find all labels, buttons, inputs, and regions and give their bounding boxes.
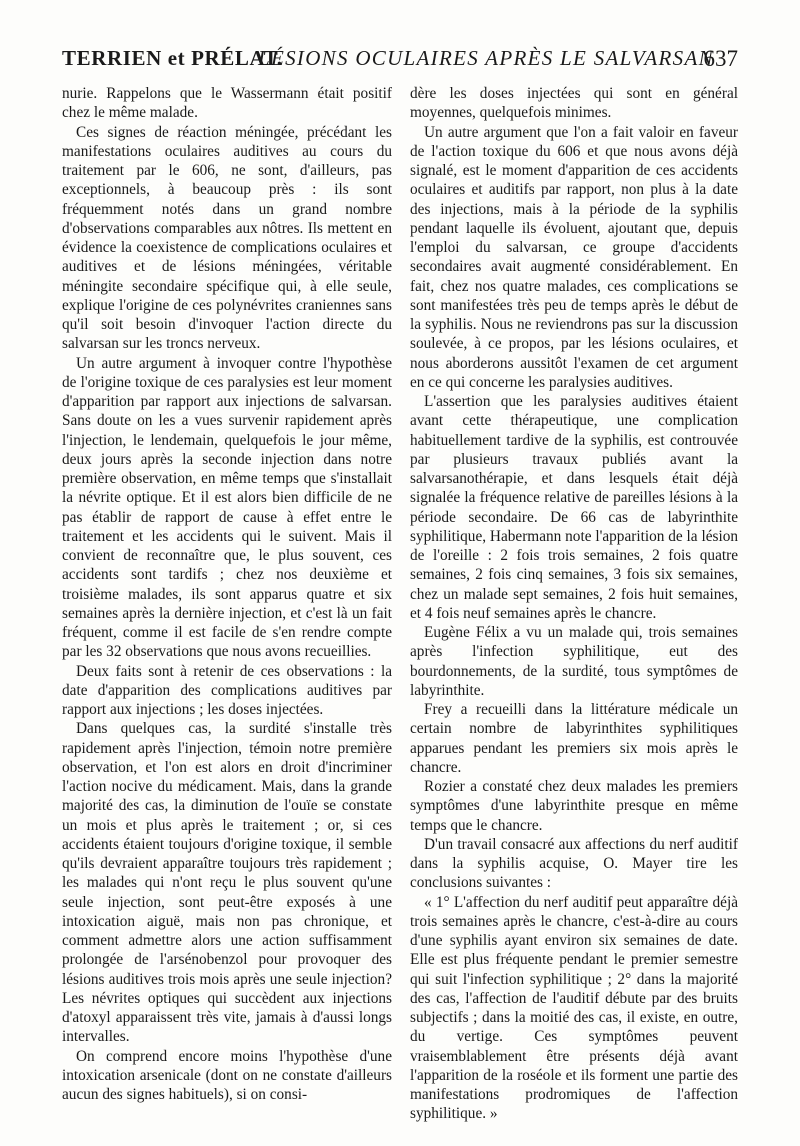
right-column [410, 84, 738, 1124]
page-number: 637 [703, 46, 738, 71]
paragraph: Un autre argument que l'on a fait valoir en faveur de l'action toxique du 606 et que nous avons déjà signalé, est le moment d'apparition de ces accidents oculaires et auditifs par rapport, non plus à la date des injections, mais à la période de la syphilis pendant laquelle ils évoluent, ajoutant que, depuis l'emploi du salvarsan, ce groupe d'accidents secondaires avait augmenté considérablement. En fait, chez nos quatre malades, ces complications se sont manifestées très peu de temps après le début de la syphilis. Nous ne reviendrons pas sur la discussion soulevée, à ce propos, par les lésions oculaires, et nous aborderons aussitôt l'examen de cet argument en ce qui concerne les paralysies auditives. [410, 123, 738, 391]
paragraph: Un autre argument à invoquer contre l'hypothèse de l'origine toxique de ces paralysies est leur moment d'apparition par rapport aux injections de salvarsan. Sans doute on les a vues survenir rapidement après l'injection, le lendemain, quelquefois le jour même, deux jours après la seconde injection dans notre première observation, en même temps que s'installait la névrite optique. Et il est alors bien difficile de ne pas établir de rapport de cause à effet entre le traitement et les accidents qui le suivent. Mais il convient de reconnaître que, le plus souvent, ces accidents sont tardifs ; chez nos deuxième et troisième malades, ils sont apparus quatre et six semaines après la dernière injection, et c'est là un fait fréquent, comme il est facile de s'en rendre compte par les 32 observations que nous avons recueillies. [62, 354, 392, 661]
running-header [62, 40, 738, 80]
paragraph: nurie. Rappelons que le Wassermann était positif chez le même malade. [62, 85, 392, 122]
paragraph: On comprend encore moins l'hypothèse d'une intoxication arsenicale (dont on ne constate d'ailleurs aucun des signes habituels), si on consi- [62, 1047, 392, 1103]
header-authors: TERRIEN et PRÉLAT. [62, 46, 283, 70]
quotation-paragraph: « 1° L'affection du nerf auditif peut apparaître déjà trois semaines après le chancre, c'est-à-dire au cours d'une syphilis ayant environ six semaines de date. Elle est plus fréquente pendant le premier semestre qui suit l'infection syphilitique ; 2° dans la majorité des cas, l'affection de l'auditif débute par des bruits subjectifs ; dans la moitié des cas, il existe, en outre, du vertige. Ces symptômes peuvent vraisemblablement être présents déjà avant l'apparition de la roséole et ils forment une partie des manifestations prodromiques de l'affection syphilitique. » [410, 893, 738, 1123]
paragraph: Deux faits sont à retenir de ces observations : la date d'apparition des complications auditives par rapport aux injections ; les doses injectées. [62, 662, 392, 718]
paragraph: L'assertion que les paralysies auditives étaient avant cette thérapeutique, une complication habituellement tardive de la syphilis, est controuvée par plusieurs travaux publiés avant la salvarsanothérapie, et dans lesquels était déjà signalée la fréquence relative de pareilles lésions à la période secondaire. De 66 cas de labyrinthite syphilitique, Habermann note l'apparition de la lésion de l'oreille : 2 fois trois semaines, 2 fois quatre semaines, 2 fois cinq semaines, 3 fois six semaines, chez un malade sept semaines, 2 fois huit semaines, et 4 fois neuf semaines après le chancre. [410, 393, 738, 622]
header-title: LÉSIONS OCULAIRES APRÈS LE SALVARSAN [258, 46, 714, 70]
paragraph: Frey a recueilli dans la littérature médicale un certain nombre de labyrinthites syphilitiques apparues pendant les premiers six mois après le chancre. [410, 701, 738, 776]
left-column [62, 84, 392, 1104]
paragraph: Rozier a constaté chez deux malades les premiers symptômes d'une labyrinthite presque en même temps que le chancre. [410, 778, 738, 834]
paragraph: Eugène Félix a vu un malade qui, trois semaines après l'infection syphilitique, eut des bourdonnements, de la surdité, tous symptômes de labyrinthite. [410, 624, 738, 699]
paragraph: D'un travail consacré aux affections du nerf auditif dans la syphilis acquise, O. Mayer tire les conclusions suivantes : [410, 835, 738, 892]
paragraph: Ces signes de réaction méningée, précédant les manifestations oculaires auditives au cours du traitement par le 606, ne sont, d'ailleurs, pas exceptionnels, à beaucoup près : ils sont fréquemment notés dans un grand nombre d'observations comparables aux nôtres. Ils mettent en évidence la coexistence de complications oculaires et auditives et de lésions méningées, véritable méningite secondaire spécifique qui, à elle seule, explique l'origine de ces polynévrites craniennes sans qu'il soit besoin d'invoquer l'action directe du salvarsan sur les troncs nerveux. [62, 123, 392, 353]
paragraph: dère les doses injectées qui sont en général moyennes, quelquefois minimes. [410, 85, 738, 122]
paragraph: Dans quelques cas, la surdité s'installe très rapidement après l'injection, témoin notre première observation, et l'on est alors en droit d'incriminer l'action nocive du médicament. Mais, dans la grande majorité des cas, la diminution de l'ouïe se constate un mois et plus après le traitement ; or, si ces accidents étaient toujours d'origine toxique, il semble qu'ils devraient apparaître toujours très rapidement ; les malades qui n'ont reçu le plus souvent qu'une seule injection, sont peut-être exposés à une intoxication aiguë, mais non pas chronique, et comment admettre alors une action suffisamment prolongée de l'arsénobenzol pour provoquer des lésions auditives trois mois après une seule injection? Les névrites optiques qui succèdent aux injections d'atoxyl apparaissent très vite, jamais à d'aussi longs intervalles. [62, 720, 392, 1046]
